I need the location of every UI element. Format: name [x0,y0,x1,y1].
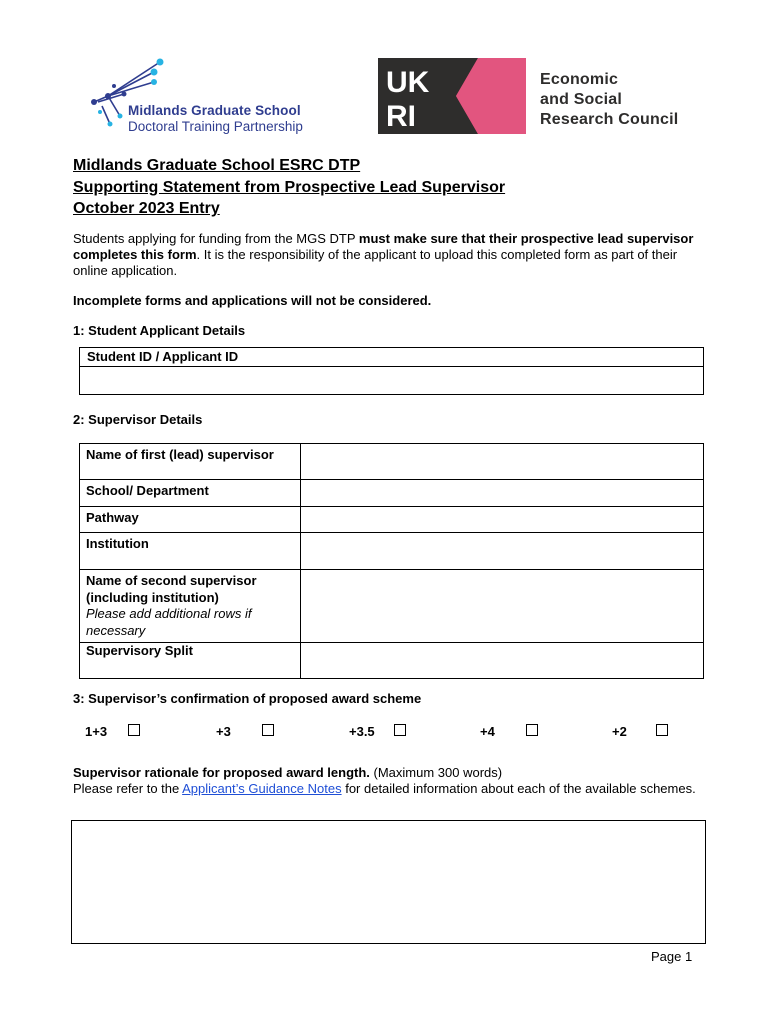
ukri-logo [378,58,526,134]
student-id-input[interactable] [80,367,704,395]
esrc-line3: Research Council [540,111,679,128]
second-supervisor-label: Name of second supervisor (including institution) [86,573,257,605]
incomplete-warning: Incomplete forms and applications will not be considered. [73,293,432,308]
guidance-notes-link[interactable]: Applicant’s Guidance Notes [182,781,342,796]
rationale-text-b: for detailed information about each of the available schemes. [341,781,696,796]
ukri-text-bottom: RI [386,100,416,133]
intro-text-a: Students applying for funding from the MGS DTP [73,231,359,246]
rationale-text-a: Please refer to the [73,781,183,796]
option-3-5-checkbox[interactable] [394,724,406,736]
page-title-line1: Midlands Graduate School ESRC DTP [73,157,361,174]
pathway-input[interactable] [301,507,704,533]
rationale-heading-normal: (Maximum 300 words) [369,765,503,780]
option-1plus3-checkbox[interactable] [128,724,140,736]
lead-supervisor-label: Name of first (lead) supervisor [80,444,301,480]
institution-label: Institution [80,533,301,570]
page-title-line3: October 2023 Entry [73,200,220,217]
ukri-text-top: UK [386,66,430,99]
student-details-table [79,347,704,395]
rationale-heading-bold: Supervisor rationale for proposed award length. [73,765,370,780]
intro-paragraph [73,231,698,279]
rationale-heading [73,765,698,781]
pathway-label: Pathway [80,507,301,533]
supervisory-split-input[interactable] [301,643,704,679]
option-3-5-label: +3.5 [349,724,375,739]
student-id-label: Student ID / Applicant ID [80,348,704,367]
option-1plus3-label: 1+3 [85,724,108,739]
option-3-checkbox[interactable] [262,724,274,736]
rationale-instructions [73,781,698,797]
page-number: Page 1 [651,949,693,964]
supervisory-split-label: Supervisory Split [80,643,301,679]
page-title-line2: Supporting Statement from Prospective Lead Supervisor [73,179,506,196]
intro-text-bold: must make sure that their prospective lead supervisor completes this form [73,231,694,262]
additional-rows-note: Please add additional rows if necessary [86,606,252,638]
mgs-logo-line1: Midlands Graduate School [128,103,301,118]
school-department-label: School/ Department [80,480,301,507]
mgs-logo-line2: Doctoral Training Partnership [128,119,303,134]
section1-heading: 1: Student Applicant Details [73,323,246,338]
option-3-label: +3 [216,724,231,739]
supervisor-details-table [79,443,704,679]
rationale-text-area[interactable] [71,820,706,944]
option-2-checkbox[interactable] [656,724,668,736]
institution-input[interactable] [301,533,704,570]
section3-heading: 3: Supervisor’s confirmation of proposed award scheme [73,691,422,706]
second-supervisor-cell [80,570,301,643]
option-4-label: +4 [480,724,495,739]
esrc-line1: Economic [540,71,619,88]
section2-heading: 2: Supervisor Details [73,412,203,427]
second-supervisor-input[interactable] [301,570,704,643]
intro-text-b: . It is the responsibility of the applicant to upload this completed form as part of their online application. [73,247,678,278]
option-4-checkbox[interactable] [526,724,538,736]
option-2-label: +2 [612,724,627,739]
esrc-line2: and Social [540,91,623,108]
lead-supervisor-input[interactable] [301,444,704,480]
school-department-input[interactable] [301,480,704,507]
